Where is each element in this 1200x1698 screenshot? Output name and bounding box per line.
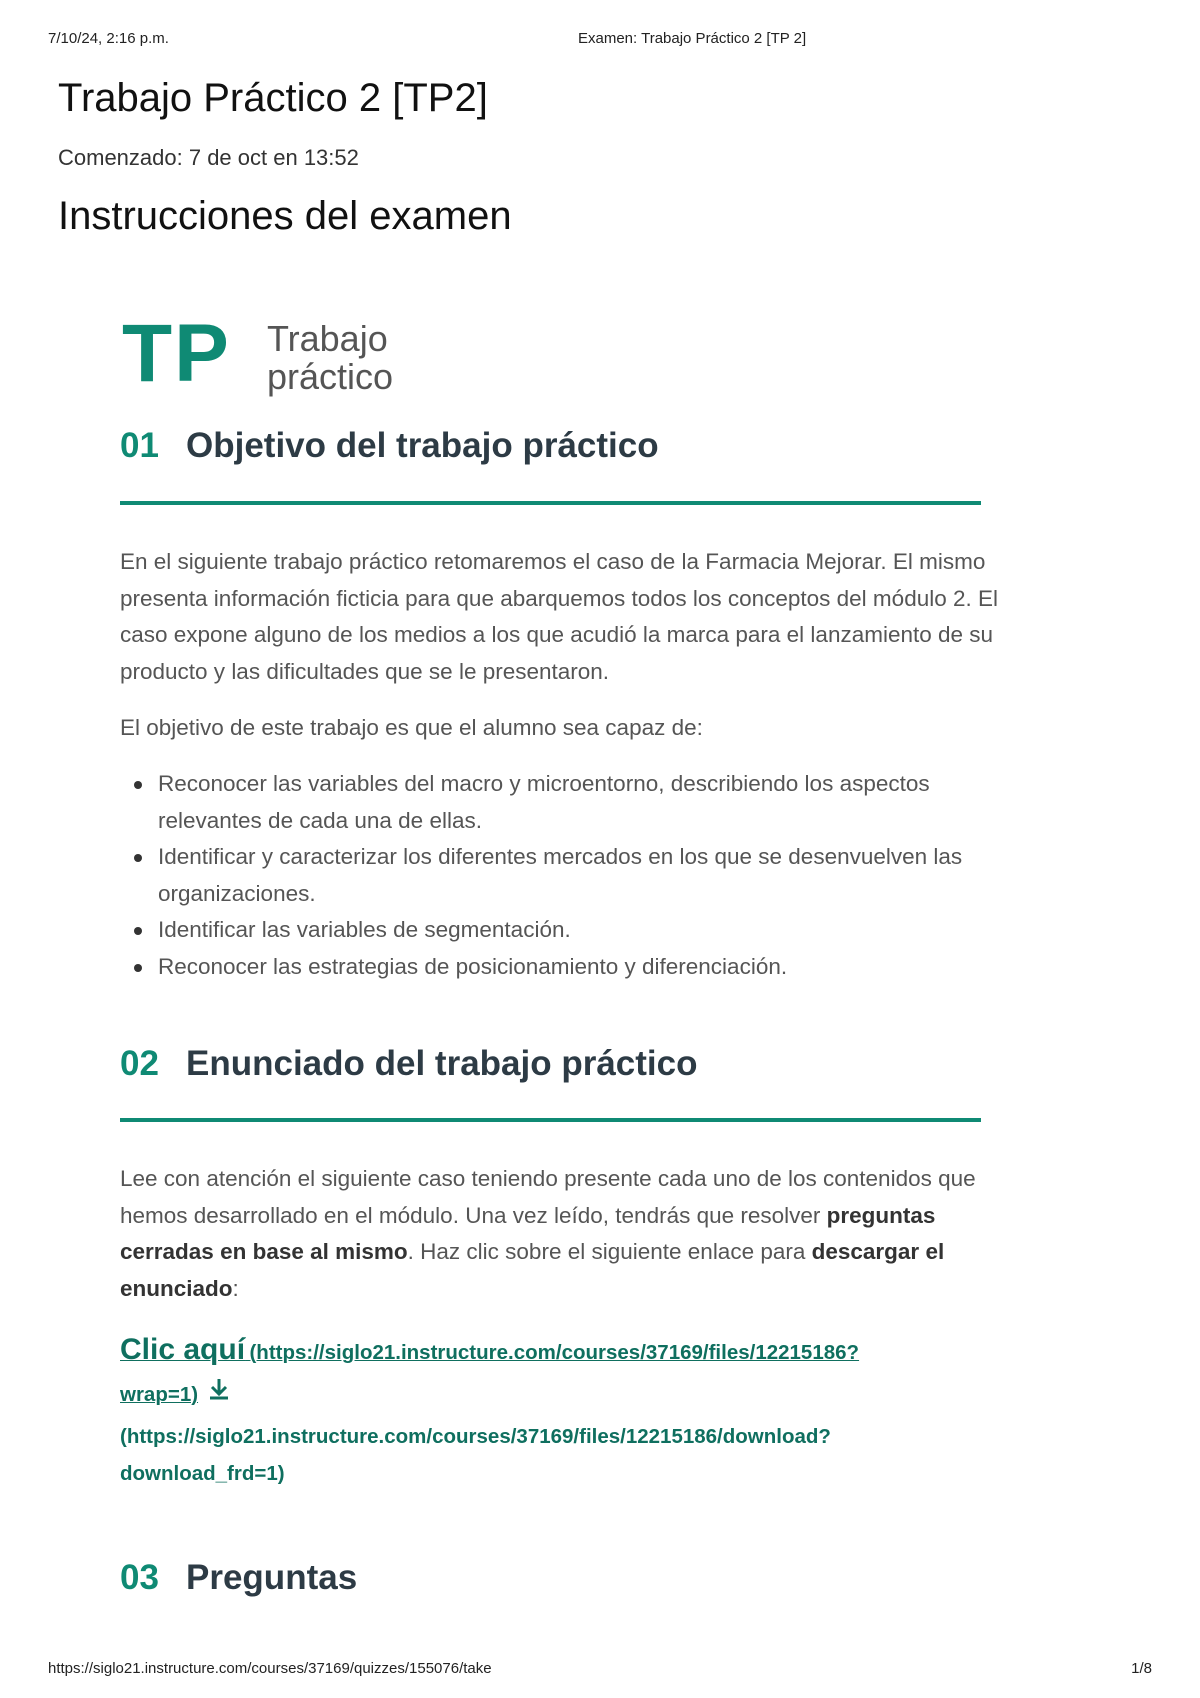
section-heading-preguntas bbox=[120, 1558, 980, 1598]
tp-logo-line2: práctico bbox=[267, 356, 394, 397]
print-header bbox=[48, 30, 1152, 50]
enunciado-bold-text: preguntas cerradas en base al mismo bbox=[120, 1202, 936, 1264]
objective-list bbox=[120, 766, 980, 985]
section-number: 01 bbox=[120, 426, 159, 465]
list-item bbox=[120, 839, 980, 912]
print-url: https://siglo21.instructure.com/courses/37169/quizzes/155076/take bbox=[48, 1660, 492, 1677]
enunciado-bold-text: descargar el enunciado bbox=[120, 1239, 945, 1301]
enunciado-paragraph bbox=[120, 1161, 980, 1307]
print-doc-title: Examen: Trabajo Práctico 2 [TP 2] bbox=[578, 30, 807, 47]
list-item bbox=[120, 949, 980, 986]
section-heading-enunciado bbox=[120, 1044, 980, 1084]
enunciado-text: Lee con atención el siguiente caso teniendo presente cada uno de los contenidos que hemos desarrollado en el módulo. Una vez leído, tendrás que resolver bbox=[120, 1166, 976, 1228]
tp-logo-abbr: TP bbox=[122, 308, 231, 399]
section-title: Objetivo del trabajo práctico bbox=[186, 426, 659, 465]
file-url-part1: (https://siglo21.instructure.com/courses/37169/files/12215186? bbox=[249, 1341, 860, 1364]
download-icon[interactable] bbox=[206, 1376, 232, 1418]
tp-logo-line1: Trabajo bbox=[267, 318, 388, 359]
download-links bbox=[120, 1330, 980, 1492]
section-divider bbox=[120, 1118, 981, 1122]
page-number: 1/8 bbox=[1131, 1660, 1152, 1677]
bullet-icon bbox=[134, 781, 142, 789]
bullet-icon bbox=[134, 927, 142, 935]
file-url-part2: wrap=1) bbox=[120, 1383, 199, 1406]
tp-logo-text bbox=[267, 320, 393, 396]
instructions-heading: Instrucciones del examen bbox=[58, 194, 512, 238]
list-item bbox=[120, 912, 980, 949]
section-title: Preguntas bbox=[186, 1558, 358, 1597]
section-number: 03 bbox=[120, 1558, 159, 1597]
list-item-text: Reconocer las variables del macro y microentorno, describiendo los aspectos relevantes de cada una de ellas. bbox=[158, 771, 930, 833]
download-url-part1: (https://siglo21.instructure.com/courses/37169/files/12215186/download? bbox=[120, 1424, 831, 1448]
enunciado-text: : bbox=[232, 1275, 239, 1301]
clic-aqui-label: Clic aquí bbox=[120, 1333, 246, 1366]
print-footer bbox=[48, 1660, 1152, 1680]
page-title: Trabajo Práctico 2 [TP2] bbox=[58, 76, 488, 120]
download-link[interactable] bbox=[120, 1418, 980, 1492]
objective-intro: El objetivo de este trabajo es que el alumno sea capaz de: bbox=[120, 715, 703, 740]
section-number: 02 bbox=[120, 1044, 159, 1083]
bullet-icon bbox=[134, 964, 142, 972]
objective-paragraph: En el siguiente trabajo práctico retomaremos el caso de la Farmacia Mejorar. El mismo presenta información ficticia para que abarquemos todos los conceptos del módulo 2. El caso expone alguno de los medios a los que acudió la marca para el lanzamiento de su producto y las dificultades que se le presentaron. bbox=[120, 549, 999, 684]
section-heading-objetivo bbox=[120, 426, 980, 466]
bullet-icon bbox=[134, 854, 142, 862]
started-timestamp: Comenzado: 7 de oct en 13:52 bbox=[58, 145, 359, 170]
list-item-text: Reconocer las estrategias de posicionamiento y diferenciación. bbox=[158, 953, 788, 979]
section-divider bbox=[120, 501, 981, 505]
list-item bbox=[120, 766, 980, 839]
enunciado-text: . Haz clic sobre el siguiente enlace para bbox=[407, 1239, 812, 1264]
list-item-text: Identificar y caracterizar los diferentes mercados en los que se desenvuelven las organizaciones. bbox=[158, 844, 963, 906]
print-datetime: 7/10/24, 2:16 p.m. bbox=[48, 30, 169, 47]
list-item-text: Identificar las variables de segmentación. bbox=[158, 917, 571, 942]
section-title: Enunciado del trabajo práctico bbox=[186, 1044, 698, 1083]
download-url-part2: download_frd=1) bbox=[120, 1461, 285, 1485]
